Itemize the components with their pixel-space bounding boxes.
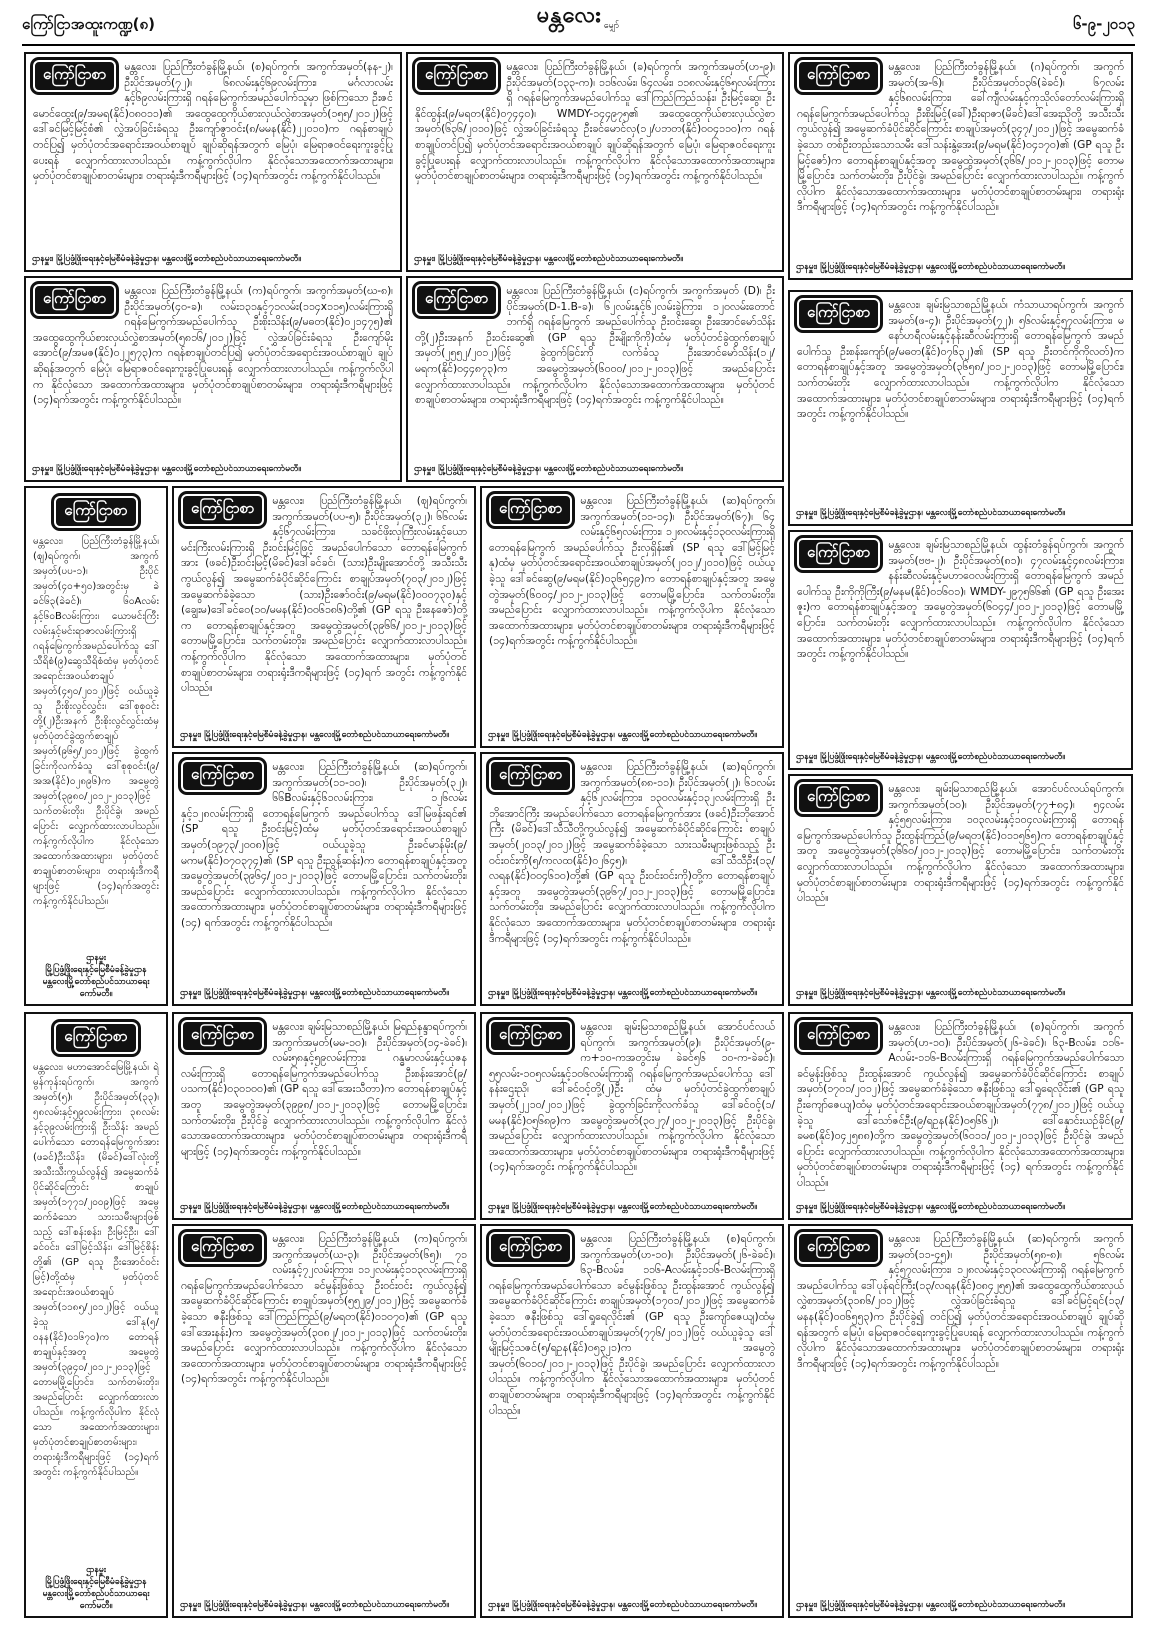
notice-12 [480,752,784,1006]
masthead-title: မန္တလေး [536,2,602,28]
notice-11 [172,752,476,1006]
notice-footer: ဌာနမှူး၊ မြို့ပြဖွံ့ဖြိုးရေးနှင့်မြေစီမံခန့်ခွဲမှုဌာန၊ မန္တလေးမြို့တော်စည်ပင်သာယာရေးကော်မတီ။ [180,1202,450,1212]
notice-badge: ကြော်ငြာစာ [33,284,116,316]
notice-text: မန္တလေး၊ ပြည်ကြီးတံခွန်မြို့နယ်၊ (ဆ)ရပ်ကွက်၊ အကွက်အမှတ်(၁၁-၄၅)၊ ဦးပိုင်အမှတ်(၅၈-၈)၊ ၅၆လမ်းနှင့်၅၇လမ်းကြား၊ ၁၂၈လမ်းနှင့်၁၃၀လမ်းကြားရှိ ဂရန်မြေကွက်အမည်ပေါက်သူ ဒေါ်ပုန်ရင်ကြီး(၁၃/လရန(နိုင်)၀၈၄၂၅၅)၏ အထွေထွေကိုယ်စားလှယ်လွှဲစာအမှတ်(၃၁၈၆/၂၀၁၂)ဖြင့် လွှဲအပ်ခြင်းခံရသူ ဒေါ်ခင်မြင့်ရင်(၁၃/မနန(နိုင်)၀၀၆၅၅၃)က ဦးပိုင်ခွဲ၍ တင်ပြ၍ မှတ်ပုံတင်အရောင်းအဝယ်စာချုပ် ချုပ်ဆိုရန်အတွက် မြေပုံ၊ မြေရာဇဝင်ရေးကူးခွင့်ပြုပေးရန် လျှောက်ထားလာပါသည်။ ကန့်ကွက်လိုပါက နိုင်လုံသောအထောက်အထားများ၊ မှတ်ပုံတင်စာချုပ်စာတမ်းများ၊ တရားရုံးဒီကရီများဖြင့် (၁၄)ရက်အတွင်း ကန့်ကွက်နိုင်ပါသည်။ [797,1233,1124,1370]
masthead-subtitle: မျှော် [603,21,621,31]
notice-7 [24,486,168,1006]
masthead-logo [537,0,621,33]
notice-footer: ဌာနမှူး၊ မြို့ပြဖွံ့ဖြိုးရေးနှင့်မြေစီမံခန့်ခွဲမှုဌာန၊ မန္တလေးမြို့တော်စည်ပင်သာယာရေးကော်မတီ။ [488,988,758,998]
notice-footer: ဌာနမှူး၊ မြို့ပြဖွံ့ဖြိုးရေးနှင့်မြေစီမံခန့်ခွဲမှုဌာန၊ မန္တလေးမြို့တော်စည်ပင်သာယာရေးကော်မတီ။ [488,1202,758,1212]
notice-20 [788,1224,1133,1618]
notice-footer: ဌာနမှူး၊ မြို့ပြဖွံ့ဖြိုးရေးနှင့်မြေစီမံခန့်ခွဲမှုဌာန၊ မန္တလေးမြို့တော်စည်ပင်သာယာရေးကော်မတီ။ [414,464,684,474]
notice-text: မန္တလေး၊ မဟာအောင်မြေမြို့နယ်၊ ရဲမွန်ကုန်းရပ်ကွက်၊ အကွက်အမှတ်(၅)၊ ဦးပိုင်အမှတ်(၃၃)၊ ၅၈လမ်းနှင့်၅၉လမ်းကြား၊ ၃၈လမ်းနှင့်၃၉လမ်းကြားရှိ ဦးသိန်း အမည်ပေါက်သော တောရန်မြေကွက်အား (ဖခင်)ဦးသိန်း၊ (မိခင်)ဒေါ်လုံးတို့ အသီးသီးကွယ်လွန်၍ အမွေဆက်ခံပိုင်ဆိုင်ကြောင်း စာချုပ်အမှတ်(၁၇၇၁/၂၀၀၉)ဖြင့် အမွေဆက်ခံသော သားသမီးများဖြစ်သည့် ဒေါ်စန်းစန်း၊ ဦးမြင့်ဦး၊ ဒေါ်ခင်ဝင်း၊ ဒေါ်မြင့်သိန်း၊ ဒေါ်မြင့်စိန်းတို့၏ (GP ရသူ ဦးအောင်ဝင်းမြင့်)တို့ထံမှ မှတ်ပုံတင်အရောင်းအဝယ်စာချုပ်အမှတ်(၁၁၈၅/၂၀၁၂)ဖြင့် ဝယ်ယူခဲ့သူ ဒေါ်နု(၅/ဝနန(နိုင်)၀၁၆၇၀)က တောရန်စာချုပ်နှင့်အတူ အမွေတွဲအမှတ်(၃၉၄၀/၂၀၁၂-၂၀၁၃)ဖြင့် တောမမြို့ပြောင်း၊ သက်တမ်းတိုး၊ အမည်ပြောင်း လျှောက်ထားလာပါသည်။ ကန့်ကွက်လိုပါက နိုင်လုံသော အထောက်အထားများ၊ မှတ်ပုံတင်စာချုပ်စာတမ်းများ၊ တရားရုံးဒီကရီများဖြင့် (၁၄)ရက်အတွင်း ကန့်ကွက်နိုင်ပါသည်။ [33,1062,159,1478]
notice-14 [24,1012,168,1618]
notice-footer: ဌာနမှူး၊ မြို့ပြဖွံ့ဖြိုးရေးနှင့်မြေစီမံခန့်ခွဲမှုဌာန၊ မန္တလေးမြို့တော်စည်ပင်သာယာရေးကော်မတီ။ [32,254,302,264]
notice-footer: ဌာနမှူး၊ မြို့ပြဖွံ့ဖြိုးရေးနှင့်မြေစီမံခန့်ခွဲမှုဌာန၊ မန္တလေးမြို့တော်စည်ပင်သာယာရေးကော်မတီ။ [180,988,450,998]
notice-15 [172,1012,476,1220]
notice-badge: ကြော်ငြာစာ [415,60,498,92]
notice-text: မန္တလေး၊ ပြည်ကြီးတံခွန်မြို့နယ်၊ (စ)ရပ်ကွက်၊ အကွက်အမှတ်(ဟ-၁၀)၊ ဦးပိုင်အမှတ်(၂၆-ခဲခင်)၊ ၆၃-Bလမ်း၊ ၁၁၆-Aလမ်းနှင့်၁၁၆-Bလမ်းကြားရှိ ဂရန်မြေကွက်အမည်ပေါက်သော ခင်မွန်းဖြစ်သူ ဦးထွန်းအောင် ကွယ်လွန်၍ အမွေဆက်ခံပိုင်ဆိုင်ကြောင်း စာချုပ်အမှတ်(၁၇၀၁/၂၀၁၂)ဖြင့် အမွေဆက်ခံခဲ့သော ဇနီးဖြစ်သူ ဒေါ်ရှုရေလိုင်း၏ (GP ရသူ ဦးကျော်ဇေယျ)ထံမှ မှတ်ပုံတင်အရောင်းအဝယ်စာချုပ်အမှတ်(၇၇၆/၂၀၁၂)ဖြင့် ဝယ်ယူခဲ့သူ ဒေါ်မျိုးမြင့်သဇင်(၅/ရဥန(နိုင်)၀၅၃၂၁)က အမွေတွဲအမှတ်(၆၀၁၀/၂၀၁၂-၂၀၁၃)ဖြင့် ဦးပိုင်ခွဲ၊ အမည်ပြောင်း လျှောက်ထားလာပါသည်။ ကန့်ကွက်လိုပါက နိုင်လုံသောအထောက်အထားများ၊ မှတ်ပုံတင်စာချုပ်စာတမ်းများ၊ တရားရုံးဒီကရီများဖြင့် (၁၄)ရက်အတွင်း ကန့်ကွက်နိုင်ပါသည်။ [489,1233,775,1417]
footer-line-3: မန္တလေးမြို့တော်စည်ပင်သာယာရေးကော်မတီ။ [42,1589,150,1611]
notice-16 [480,1012,784,1220]
notice-badge: ကြော်ငြာစာ [181,760,264,792]
notice-badge: ကြော်ငြာစာ [797,60,880,92]
notice-1 [24,52,402,272]
notice-17 [788,1012,1133,1220]
notice-badge: ကြော်ငြာစာ [489,1232,572,1264]
notice-text: မန္တလေး၊ ပြည်ကြီးတံခွန်မြို့နယ်၊ (ဂ)ရပ်ကွက်၊ အကွက်အမှတ်(အ-၆)၊ ဦးပိုင်အမှတ်၁၃၆(ခဲခင်)၊ ၆၇လမ်းနှင့်၆၈လမ်းကြား၊ ခေါ်ကျီလမ်းနှင့်ကုသိုလ်တော်လမ်းကြားရှိ ဂရန်မြေကွက်အမည်ပေါက်သူ ဦးစိုးမြင့်(ခေါ်)ဦးရာဇာ(မိခင်)ဒေါ်အေးညိုတို့ အသီးသီးကွယ်လွန်၍ အမွေဆက်ခံပိုင်ဆိုင်ကြောင်း စာချုပ်အမှတ်(၃၄၇/၂၀၁၂)ဖြင့် အမွေဆက်ခံခဲ့သော တစ်ဦးတည်းသောသမီး ဒေါ်သန်းနွဲ့အေး(၉/မရမ(နိုင်)၀၄၁၇၀)၏ (GP ရသူ ဦးမြင့်ဇော်)က တောရန်စာချုပ်နှင့်အတူ အမွေထွဲအမှတ်(၃၆၆/၂၀၁၂-၂၀၁၃)ဖြင့် တောမမြို့ပြောင်း၊ သက်တမ်းတိုး၊ ဦးပိုင်ခွဲ၊ အမည်ပြောင်း လျှောက်ထားလာပါသည်။ ကန့်ကွက်လိုပါက နိုင်လုံသောအထောက်အထားများ၊ မှတ်ပုံတင်စာချုပ်စာတမ်းများ၊ တရားရုံးဒီကရီများဖြင့် (၁၄)ရက်အတွင်း ကန့်ကွက်နိုင်ပါသည်။ [797,61,1124,214]
notice-text: မန္တလေး၊ ပြည်ကြီးတံခွန်မြို့နယ်၊ (စ)ရပ်ကွက်၊ အကွက်အမှတ်(ဟ-၁၀)၊ ဦးပိုင်အမှတ်(၂၆-ခဲခင်)၊ ၆၃-Bလမ်း၊ ၁၁၆-Aလမ်း-၁၁၆-Bလမ်းကြားရှိ ဂရန်မြေကွက်အမည်ပေါက်သော ခင်မွန်းဖြစ်သူ ဦးထွန်းအောင် ကွယ်လွန်၍ အမွေဆက်ခံပိုင်ဆိုင်ကြောင်း စာချုပ်အမှတ်(၁၇၀၁/၂၀၁၂)ဖြင့် အမွေဆက်ခံခဲ့သော ဇနီးဖြစ်သူ ဒေါ်ရှုရေလိုင်း၏ (GP ရသူ ဦးကျော်ဇေယျ)ထံမှ မှတ်ပုံတင်အရောင်းအဝယ်စာချုပ်အမှတ်(၇၇၈/၂၀၁၂)ဖြင့် ဝယ်ယူခဲ့သူ ဒေါ်သော်ဇင်ဦး(၉/ရဥန(နိုင်)၀၅၆၆၂)၊ ဒေါ်နှောင်းယဉ်ခိုင်(၉/ခမစ(နိုင်)၀၄၂၅၈၈)တို့က အမွေတွဲအမှတ်(၆၀၁၁/၂၀၁၂-၂၀၁၃)ဖြင့် ဦးပိုင်ခွဲ၊ အမည်ပြောင်း လျှောက်ထားလာပါသည်။ ကန့်ကွက်လိုပါက နိုင်လုံသောအထောက်အထားများ၊ မှတ်ပုံတင်စာချုပ်စာတမ်းများ၊ တရားရုံးဒီကရီများဖြင့် (၁၄) ရက်အတွင်း ကန့်ကွက်နိုင်ပါသည်။ [797,1021,1124,1189]
notice-badge: ကြော်ငြာစာ [797,782,880,814]
notice-footer [32,1564,160,1612]
notice-footer: ဌာနမှူး၊ မြို့ပြဖွံ့ဖြိုးရေးနှင့်မြေစီမံခန့်ခွဲမှုဌာန၊ မန္တလေးမြို့တော်စည်ပင်သာယာရေးကော်မတီ။ [796,262,1066,272]
notice-footer: ဌာနမှူး၊ မြို့ပြဖွံ့ဖြိုးရေးနှင့်မြေစီမံခန့်ခွဲမှုဌာန၊ မန္တလေးမြို့တော်စည်ပင်သာယာရေးကော်မတီ။ [796,988,1066,998]
notice-footer: ဌာနမှူး၊ မြို့ပြဖွံ့ဖြိုးရေးနှင့်မြေစီမံခန့်ခွဲမှုဌာန၊ မန္တလေးမြို့တော်စည်ပင်သာယာရေးကော်မတီ။ [180,1600,450,1610]
section-title: ကြော်ငြာအထူးကဏ္ဍ(၈) [22,15,155,33]
notice-text: မန္တလေး၊ ပြည်ကြီးတံခွန်မြို့နယ်၊ (ဆ)ရပ်ကွက်၊ အကွက်အမှတ်(၈၈-၁၁)၊ ဦးပိုင်အမှတ်(၂)၊ ၆၁လမ်းနှင့်၆၂လမ်းကြား၊ ၁၃၀လမ်းနှင့်၁၃၂လမ်းကြားရှိ ဦးဘိုအောင်ကြီး အမည်ပေါက်သော တောရန်မြေကွက်အား (ဖခင်)ဦးဘိုအောင်ကြီး (မိခင်)ဒေါ်သီသီတို့ကွယ်လွန်၍ အမွေဆက်ခံပိုင်ဆိုင်ကြောင်း စာချုပ်အမှတ်(၂၀၁၃/၂၀၁၂)ဖြင့် အမွေဆက်ခံခဲ့သော သားသမီးများဖြစ်သည့် ဦးဝင်းဝင်းကို(၅/ကလထ(နိုင်)၀၂၆၄၅)၊ ဒေါ်သီသီဦး(၁၃/လရန(နိုင်)၀၀၄၆၁၀)တို့၏ (GP ရသူ ဦးဝင်းဝင်းကို)တို့က တောရန်စာချုပ်နှင့်အတူ အမွေတွဲအမှတ်(၃၉၆၇/၂၀၁၂-၂၀၁၃)ဖြင့် တောမမြို့ပြောင်း၊ သက်တမ်းတိုး၊ အမည်ပြောင်း လျှောက်ထားလာပါသည်။ ကန့်ကွက်လိုပါက နိုင်လုံသော အထောက်အထားများ၊ မှတ်ပုံတင်စာချုပ်စာတမ်းများ၊ တရားရုံးဒီကရီများဖြင့် (၁၄)ရက်အတွင်း ကန့်ကွက်နိုင်ပါသည်။ [489,761,775,945]
notice-badge: ကြော်ငြာစာ [489,494,572,526]
notice-8 [172,486,476,748]
notice-text: မန္တလေး၊ ချမ်းမြသာစည်မြို့နယ်၊ ထွန်းတံခွန်ရပ်ကွက်၊ အကွက်အမှတ်(ဗဗ-၂)၊ ဦးပိုင်အမှတ်(၈၁)၊ ၄၇လမ်းနှင့်၄၈လမ်းကြား၊ နန်းဆီလမ်းနှင့်မဟာဝေလမ်းကြားရှိ တောရန်မြေကွက် အမည်ပေါက်သူ ဦးကိုကိုကြီး(၉/မနမ(နိုင်)၀၁၆၀၁)၊ WMDY-၂၉၇၅၆၆၏ (GP ရသူ ဦးအေးဇူး)က တောရန်စာချုပ်နှင့်အတူ အမွေတွဲအမှတ်(၆၀၄၄/၂၀၁၂-၂၀၁၃)ဖြင့် တောမမြို့ပြောင်း၊ သက်တမ်းတိုး လျှောက်ထားလာပါသည်။ ကန့်ကွက်လိုပါက နိုင်လုံသော အထောက်အထားများ၊ မှတ်ပုံတင်စာချုပ်စာတမ်းများ၊ တရားရုံးဒီကရီများဖြင့် (၁၄)ရက်အတွင်း ကန့်ကွက်နိုင်ပါသည်။ [797,539,1124,661]
notice-footer: ဌာနမှူး၊ မြို့ပြဖွံ့ဖြိုးရေးနှင့်မြေစီမံခန့်ခွဲမှုဌာန၊ မန္တလေးမြို့တော်စည်ပင်သာယာရေးကော်မတီ။ [180,730,450,740]
notice-19 [480,1224,784,1618]
notice-3 [788,52,1133,280]
notice-text: မန္တလေး၊ ပြည်ကြီးတံခွန်မြို့နယ်၊ (က)ရပ်ကွက်၊ အကွက်အမှတ်(ဃ-၈)၊ ဦးပိုင်အမှတ်(၄၀-ခ)၊ လမ်း၁၃၁နှင့်၇၁လမ်း(၁၁၄x၁၁၅)လမ်းကြားရှိ ဂရန်မြေကွက်အမည်ပေါက်သူ ဦးစိုးသိန်း(၉/မဓတ(နိုင်)၀၂၁၄၇၅)၏ အထွေထွေကိုယ်စားလှယ်လွှဲစာအမှတ်(၅၈၁၆/၂၀၁၂)ဖြင့် လွှဲအပ်ခြင်းခံရသူ ဦးကျော်မိုးအောင်(၉/အမဇ(နိုင်)၀၂၂၅၇၃)က ဂရန်စာချုပ်တင်ပြ၍ မှတ်ပုံတင်အရောင်းအဝယ်စာချုပ် ချုပ်ဆိုရန်အတွက် မြေပုံ၊ မြေရာဇဝင်ရေးကူးခွင့်ပြုပေးရန် လျှောက်ထားလာပါသည်။ ကန့်ကွက်လိုပါက နိုင်လုံသော အထောက်အထားများ၊ မှတ်ပုံတင်စာချုပ်စာတမ်းများ၊ တရားရုံးဒီကရီများဖြင့် (၁၄)ရက်အတွင်း ကန့်ကွက်နိုင်ပါသည်။ [33,285,393,407]
notice-text: မန္တလေး၊ ပြည်ကြီးတံခွန်မြို့နယ်၊ (ခ)ရပ်ကွက်၊ အကွက်အမှတ်(ဟ-၉)၊ ဦးပိုင်အမှတ်(၁၃၃-က)၊ ၁၁၆လမ်း၊ ၆၄လမ်း၊ ၁၁၈လမ်းနှင့်၆၅လမ်းကြားရှိ ဂရန်မြေကွက်အမည်ပေါက်သူ ဒေါ်ကြည်ကြည်သန်း၊ ဦးမြင့်ဆွေ၊ ဦးနိုင်ထွန်း(၉/မရတ(နိုင်)၀၇၄၄၀)၊ WMDY-၁၄၄၉၇၅၏ အထွေထွေကိုယ်စားလှယ်လွှဲစာအမှတ်(၆၃၆/၂၀၁၀)ဖြင့် လွှဲအပ်ခြင်းခံရသူ ဦးခင်မောင်လှ(၁၂/ပဘတ(နိုင်)၀၀၄၁၁၀)က ဂရန်စာချုပ်တင်ပြ၍ မှတ်ပုံတင်အရောင်းအဝယ်စာချုပ် ချုပ်ဆိုရန်အတွက် မြေပုံ၊ မြေရာဇဝင်ရေးကူးခွင့်ပြုပေးရန် လျှောက်ထားလာပါသည်။ ကန့်ကွက်လိုပါက နိုင်လုံသောအထောက်အထားများ၊ မှတ်ပုံတင်စာချုပ်စာတမ်းများ၊ တရားရုံးဒီကရီများဖြင့် (၁၄)ရက်အတွင်း ကန့်ကွက်နိုင်ပါသည်။ [415,61,775,183]
notice-footer: ဌာနမှူး၊ မြို့ပြဖွံ့ဖြိုးရေးနှင့်မြေစီမံခန့်ခွဲမှုဌာန၊ မန္တလေးမြို့တော်စည်ပင်သာယာရေးကော်မတီ။ [414,254,684,264]
header-rule [22,44,1135,46]
notice-badge: ကြော်ငြာစာ [54,1022,137,1054]
notice-text: မန္တလေး၊ ပြည်ကြီးတံခွန်မြို့နယ်၊ (ဈ)ရပ်ကွက်၊ အကွက်အမှတ်(ပပ-၁)၊ ဦးပိုင်အမှတ်(၄၀+၅၀)အတွင်းမှ ခဲခင်၆၃(ခဲခင်)၊ ၆၀Aလမ်းနှင့်၆၀Bလမ်းကြား၊ ယောမင်းကြီးလမ်းနှင့်မင်းရာဇာလမ်းကြားရှိ ဂရန်မြေကွက်အမည်ပေါက်သူ ဒေါ်သီရိစံ(၉)ဆွေသီရိစံထံမှ မှတ်ပုံတင်အရောင်းအဝယ်စာချုပ်အမှတ်(၄၅၀/၂၀၁၂)ဖြင့် ဝယ်ယူခဲ့သူ ဦးစိုးလွင်လွှင်း၊ ဒေါ်စုစုဝင်းတို့(၂)ဦးအနက် ဦးစိုးလွင်လွှင်းထံမှ မှတ်ပုံတင်ခွဲထွက်စာချုပ်အမှတ်(၉၆၅/၂၀၁၂)ဖြင့် ခွဲထွက်ခြင်းကိုလက်ခံသူ ဒေါ်စုစုဝင်း(၉/အအ(နိုင်)၀၂၈၉၆)က အမွေတွဲအမှတ်(၃၉၈၀/၂၀၁၂-၂၀၁၃)ဖြင့် သက်တမ်းတိုး၊ ဦးပိုင်ခွဲ၊ အမည်ပြောင်း လျှောက်ထားလာပါသည်။ ကန့်ကွက်လိုပါက နိုင်လုံသော အထောက်အထားများ၊ မှတ်ပုံတင်စာချုပ်စာတမ်းများ၊ တရားရုံးဒီကရီများဖြင့် (၁၄)ရက်အတွင်း ကန့်ကွက်နိုင်ပါသည်။ [33,536,159,907]
notice-2 [406,52,784,272]
notice-footer: ဌာနမှူး၊ မြို့ပြဖွံ့ဖြိုးရေးနှင့်မြေစီမံခန့်ခွဲမှုဌာန၊ မန္တလေးမြို့တော်စည်ပင်သာယာရေးကော်မတီ။ [796,508,1066,518]
notice-footer [32,952,160,1000]
issue-date: ၆-၉-၂၀၁၃ [1072,15,1135,33]
notice-footer: ဌာနမှူး၊ မြို့ပြဖွံ့ဖြိုးရေးနှင့်မြေစီမံခန့်ခွဲမှုဌာန၊ မန္တလေးမြို့တော်စည်ပင်သာယာရေးကော်မတီ။ [796,752,1066,762]
footer-line-3: မန္တလေးမြို့တော်စည်ပင်သာယာရေးကော်မတီ။ [42,977,150,999]
notice-text: မန္တလေး၊ ချမ်းမြသာစည်မြို့နယ်၊ အောင်ပင်လယ်ရပ်ကွက်၊ အကွက်အမှတ်(၁၀)၊ ဦးပိုင်အမှတ်(၇၇+၈၄)၊ ၅၄လမ်းနှင့်၅၅လမ်းကြား၊ ၁၀၃လမ်းနှင့်၁၀၄လမ်းကြားရှိ တောရန်မြေကွက်အမည်ပေါက်သူ ဦးထွန်းကြည်(၉/မရတ(နိုင်)၀၁၁၅၆၅)က တောရန်စာချုပ်နှင့်အတူ အမွေတွဲအမှတ်(၃၆၆၀/၂၀၁၂-၂၀၁၃)ဖြင့် တောမမြို့ပြောင်း၊ သက်တမ်းတိုး လျှောက်ထားလာပါသည်။ ကန့်ကွက်လိုပါက နိုင်လုံသော အထောက်အထားများ၊ မှတ်ပုံတင်စာချုပ်စာတမ်းများ၊ တရားရုံးဒီကရီများဖြင့် (၁၄)ရက်အတွင်း ကန့်ကွက်နိုင်ပါသည်။ [797,783,1124,905]
notice-18 [172,1224,476,1618]
notice-badge: ကြော်ငြာစာ [181,1232,264,1264]
notice-10 [788,530,1133,770]
notice-4 [24,276,402,482]
footer-line-1: ဌာနမှူး [86,1565,106,1575]
notice-badge: ကြော်ငြာစာ [489,1020,572,1052]
notice-text: မန္တလေး၊ ပြည်ကြီးတံခွန်မြို့နယ်၊ (င)ရပ်ကွက်၊ အကွက်အမှတ် (D)၊ ဦးပိုင်အမှတ်(D-1.B-ခ)၊ ၆၂လမ်းနှင့်၆၂လမ်းခွဲကြား၊ ၁၂၀လမ်းတောင်ဘက်ရှိ ဂရန်မြေကွက် အမည်ပေါက်သူ ဦးဝင်းဆွေ၊ ဦးအောင်မော်သိန်း တို့(၂)ဦးအနက် ဦးဝင်းဆွေ၏ (GP ရသူ ဦးမျိုးကိုကို)ထံမှ မှတ်ပုံတင်ခွဲထွက်စာချုပ် အမှတ်(၂၅၅၂/၂၀၁၂)ဖြင့် ခွဲထွက်ခြင်းကို လက်ခံသူ ဦးအောင်မော်သိန်း(၁၂/မရက(နိုင်)၀၄၄၈၇၃)က အမွေတွဲအမှတ်(၆၀၀၀/၂၀၁၂-၂၀၁၃)ဖြင့် အမည်ပြောင်း လျှောက်ထားလာပါသည်။ ကန့်ကွက်လိုပါက နိုင်လုံသောအထောက်အထားများ၊ မှတ်ပုံတင်စာချုပ်စာတမ်းများ၊ တရားရုံးဒီကရီများဖြင့် (၁၄)ရက်အတွင်း ကန့်ကွက်နိုင်ပါသည်။ [415,285,775,407]
notice-footer: ဌာနမှူး၊ မြို့ပြဖွံ့ဖြိုးရေးနှင့်မြေစီမံခန့်ခွဲမှုဌာန၊ မန္တလေးမြို့တော်စည်ပင်သာယာရေးကော်မတီ။ [796,1600,1066,1610]
notice-6 [788,290,1133,526]
notice-badge: ကြော်ငြာစာ [797,298,880,330]
notice-badge: ကြော်ငြာစာ [54,496,137,528]
notice-text: မန္တလေး၊ ချမ်းမြသာစည်မြို့နယ်၊ ကံသာယာရပ်ကွက်၊ အကွက်အမှတ်(ဖ-၄)၊ ဦးပိုင်အမှတ်(၇၂)၊ ၅၆လမ်းနှင့်၅၇လမ်းကြား၊ မနော်ဟရီလမ်းနှင့်နန်းဆီလမ်းကြားရှိ တောရန်မြေကွက် အမည်ပေါက်သူ ဦးစန်းကျော်(၉/မဓတ(နိုင်)၀၇၆၃၂)၏ (SP ရသူ ဦးတင်ကိုကိုလတ်)က တောရန်စာချုပ်နှင့်အတူ အမွေတွဲအမှတ်(၃၆၅၈/၂၀၁၂-၂၀၁၃)ဖြင့် တောမမြို့ပြောင်း၊ သက်တမ်းတိုး လျှောက်ထားလာပါသည်။ ကန့်ကွက်လိုပါက နိုင်လုံသော အထောက်အထားများ၊ မှတ်ပုံတင်စာချုပ်စာတမ်းများ၊ တရားရုံးဒီကရီများဖြင့် (၁၄)ရက်အတွင်း ကန့်ကွက်နိုင်ပါသည်။ [797,299,1124,421]
notice-footer: ဌာနမှူး၊ မြို့ပြဖွံ့ဖြိုးရေးနှင့်မြေစီမံခန့်ခွဲမှုဌာန၊ မန္တလေးမြို့တော်စည်ပင်သာယာရေးကော်မတီ။ [488,1600,758,1610]
notice-13 [788,774,1133,1006]
footer-line-2: မြို့ပြဖွံ့ဖြိုးရေးနှင့်မြေစီမံခန့်ခွဲမှုဌာန [45,1577,147,1587]
notice-badge: ကြော်ငြာစာ [797,1232,880,1264]
notice-badge: ကြော်ငြာစာ [797,1020,880,1052]
notice-text: မန္တလေး၊ ပြည်ကြီးတံခွန်မြို့နယ်၊ (စ)ရပ်ကွက်၊ အကွက်အမှတ်(နန-၂)၊ ဦးပိုင်အမှတ်(၇၂)၊ ၆၈လမ်းနှင့်၆၉လမ်းကြား၊ မင်္ဂလာလမ်းနှင့်၆၉လမ်းကြားရှိ ဂရန်မြေကွက်အမည်ပေါက်သူမှာ ဖြစ်ကြသော ဦးဇင်မောင်ထွေး(၉/အမရ(နိုင်)၀၈၀၁၁)၏ အထွေထွေကိုယ်စားလှယ်လွှဲစာအမှတ်(၁၅၅/၂၀၁၂)ဖြင့် ဒေါ်ခင်မြင့်မြင့်စံ၏ လွှဲအပ်ခြင်းခံရသူ ဦးကျော်ဇွာဝင်း(၈/မမန(နိုင်)၂၂၀၁၀)က ဂရန်စာချုပ်တင်ပြ၍ မှတ်ပုံတင်အရောင်းအဝယ်စာချုပ် ချုပ်ဆိုရန်အတွက် မြေပုံ၊ မြေရာဇဝင်ရေးကူးခွင့်ပြုပေးရန် လျှောက်ထားလာပါသည်။ ကန့်ကွက်လိုပါက နိုင်လုံသောအထောက်အထားများ၊ မှတ်ပုံတင်စာချုပ်စာတမ်းများ၊ တရားရုံးဒီကရီများဖြင့် (၁၄)ရက်အတွင်း ကန့်ကွက်နိုင်ပါသည်။ [33,61,393,183]
notice-text: မန္တလေး၊ ပြည်ကြီးတံခွန်မြို့နယ်၊ (ဈ)ရပ်ကွက်၊ အကွက်အမှတ်(ပပ-၅)၊ ဦးပိုင်အမှတ်(၃၂)၊ ၆၆လမ်းနှင့်၆၇လမ်းကြား၊ သခင်ဖိုးလှကြီးလမ်းနှင့်ယောမင်းကြီးလမ်းကြားရှိ ဦးဝင်းမြင့်ဖြင့် အမည်ပေါက်သော တောရန်မြေကွက်အား (ဖခင်)ဦးဝင်းမြင့်(မိခင်)ဒေါ်ခင်ခင်၊ (သား)ဦးမျိုးအောင်တို့ အသီးသီးကွယ်လွန်၍ အမွေဆက်ခံပိုင်ဆိုင်ကြောင်း စာချုပ်အမှတ်(၇၀၃/၂၀၁၂)ဖြင့် အမွေဆက်ခံခဲ့သော (သား)ဦးဇော်ဝင်း(၉/မရမ(နိုင်)၀၀၀၇၃၀)နှင့် (ချွေးမ)ဒေါ်ခင်ဝေ(၁၀/မမန(နိုင်)၀၀၆၁၈၆)တို့၏ (GP ရသူ ဦးနေဇော်)တို့က တောရန်စာချုပ်နှင့်အတူ အမွေထွဲအမှတ်(၃၉၆၆/၂၀၁၂-၂၀၁၃)ဖြင့် တောမမြို့ပြောင်း၊ သက်တမ်းတိုး၊ အမည်ပြောင်း လျှောက်ထားလာပါသည်။ ကန့်ကွက်လိုပါက နိုင်လုံသော အထောက်အထားများ၊ မှတ်ပုံတင်စာချုပ်စာတမ်းများ၊ တရားရုံးဒီကရီများဖြင့် (၁၄)ရက် အတွင်း ကန့်ကွက်နိုင်ပါသည်။ [181,495,467,695]
notice-5 [406,276,784,482]
footer-line-2: မြို့ပြဖွံ့ဖြိုးရေးနှင့်မြေစီမံခန့်ခွဲမှုဌာန [45,965,147,975]
notice-text: မန္တလေး၊ ချမ်းမြသာစည်မြို့နယ်၊ မြရည်နန္ဒာရပ်ကွက်၊ အကွက်အမှတ်(မမ-၁၀)၊ ဦးပိုင်အမှတ်(၁၄-ခဲခင်)၊ လမ်း၅၈နှင့်၅၉လမ်းကြား၊ ဂန္ဓမာလမ်းနှင့်ယုဇနလမ်းကြားရှိ တောရန်မြေကွက်အမည်ပေါက်သူ ဦးစန်းအောင်(၉/ပသက(နိုင်)၀၃၀၁၀၀)၏ (GP ရသူ ဒေါ်အေးသီတာ)က တောရန်စာချုပ်နှင့်အတူ အမွေတွဲအမှတ်(၃၉၉၈/၂၀၁၂-၂၀၁၃)ဖြင့် တောမမြို့ပြောင်း၊ သက်တမ်းတိုး၊ ဦးပိုင်ခွဲ လျှောက်ထားလာပါသည်။ ကန့်ကွက်လိုပါက နိုင်လုံသောအထောက်အထားများ၊ မှတ်ပုံတင်စာချုပ်စာတမ်းများ၊ တရားရုံးဒီကရီများဖြင့် (၁၄)ရက်အတွင်း ကန့်ကွက်နိုင်ပါသည်။ [181,1021,467,1158]
notice-badge: ကြော်ငြာစာ [415,284,498,316]
notice-text: မန္တလေး၊ ပြည်ကြီးတံခွန်မြို့နယ်၊ (က)ရပ်ကွက်၊ အကွက်အမှတ်(ယ-၃)၊ ဦးပိုင်အမှတ်(၆၅)၊ ၇၁ လမ်းနှင့်၇၂လမ်းကြား၊ ၁၁၂လမ်းနှင့်၁၁၃လမ်းကြားရှိ ဂရန်မြေကွက်အမည်ပေါက်သော ခင်မွန်းဖြစ်သူ ဦးဝင်းဝင်း ကွယ်လွန်၍ အမွေဆက်ခံပိုင်ဆိုင်ကြောင်း စာချုပ်အမှတ်(၅၅၂၉/၂၀၁၂)ဖြင့် အမွေဆက်ခံခဲ့သော ဇနီးဖြစ်သူ ဒေါ်ကြည်ကြည်(၉/မရတ(နိုင်)၀၁၀၇၀)၏ (GP ရသူ ဒေါ်အေးနန်း)က အမွေတွဲအမှတ်(၃၀၈၂/၂၀၁၂-၂၀၁၃)ဖြင့် သက်တမ်းတိုး၊ အမည်ပြောင်း လျှောက်ထားလာပါသည်။ ကန့်ကွက်လိုပါက နိုင်လုံသောအထောက်အထားများ၊ မှတ်ပုံတင်စာချုပ်စာတမ်းများ၊ တရားရုံးဒီကရီများဖြင့် (၁၄)ရက်အတွင်း ကန့်ကွက်နိုင်ပါသည်။ [181,1233,467,1386]
notice-footer: ဌာနမှူး၊ မြို့ပြဖွံ့ဖြိုးရေးနှင့်မြေစီမံခန့်ခွဲမှုဌာန၊ မန္တလေးမြို့တော်စည်ပင်သာယာရေးကော်မတီ။ [32,464,302,474]
footer-line-1: ဌာနမှူး [86,953,106,963]
notice-9 [480,486,784,748]
notice-badge: ကြော်ငြာစာ [181,494,264,526]
notice-badge: ကြော်ငြာစာ [489,760,572,792]
notice-badge: ကြော်ငြာစာ [797,538,880,570]
notice-footer: ဌာနမှူး၊ မြို့ပြဖွံ့ဖြိုးရေးနှင့်မြေစီမံခန့်ခွဲမှုဌာန၊ မန္တလေးမြို့တော်စည်ပင်သာယာရေးကော်မတီ။ [488,730,758,740]
notice-text: မန္တလေး၊ ချမ်းမြသာစည်မြို့နယ်၊ အောင်ပင်လယ်ရပ်ကွက်၊ အကွက်အမှတ်(၉)၊ ဦးပိုင်အမှတ်(၉-က+၁၀-ကအတွင်းမှ ခဲခင်၅၆ ၁၀-က-ခဲခင်)၊ ၅၅လမ်း-၁၀၅လမ်းနှင့်၁၀၆လမ်းကြားရှိ ဂရန်မြေကွက်အမည်ပေါက်သူ ဒေါ်နန်းဌေးညို၊ ဒေါ်ခင်ဝင့်တို့(၂)ဦး ထံမှ မှတ်ပုံတင်ခွဲထွက်စာချုပ်အမှတ်(၂၂၁၀/၂၀၁၂)ဖြင့် ခွဲထွက်ခြင်းကိုလက်ခံသူ ဒေါ်ခင်ဝင့်(၁/မမန(နိုင်)၀၅၆၈၉)က အမွေတွဲအမှတ်(၃၀၂၇/၂၀၁၂-၂၀၁၃)ဖြင့် ဦးပိုင်ခွဲ၊ အမည်ပြောင်း လျှောက်ထားလာပါသည်။ ကန့်ကွက်လိုပါက နိုင်လုံသောအထောက်အထားများ၊ မှတ်ပုံတင်စာချုပ်စာတမ်းများ၊ တရားရုံးဒီကရီများဖြင့် (၁၄)ရက်အတွင်း ကန့်ကွက်နိုင်ပါသည်။ [489,1021,775,1174]
notice-text: မန္တလေး၊ ပြည်ကြီးတံခွန်မြို့နယ်၊ (ဆ)ရပ်ကွက်၊ အကွက်အမှတ်(၁၁-၁၀)၊ ဦးပိုင်အမှတ်(၃၂)၊ ၆၆Bလမ်းနှင့်၆၁လမ်းကြား၊ ၁၂၆လမ်းနှင့်၁၂၈လမ်းကြားရှိ တောရန်မြေကွက် အမည်ပေါက်သူ ဒေါ်မြဖန်းရင်၏ (SP ရသူ ဦးဝင်းမြင့်)ထံမှ မှတ်ပုံတင်အရောင်းအဝယ်စာချုပ်အမှတ်(၁၉၇၃/၂၀၀၈)ဖြင့် ဝယ်ယူခဲ့သူ ဦးခင်မာန်မိုး(၉/မကမ(နိုင်)၀၇၀၃၇၄)၏ (SP ရသူ ဦးညွန့်ဆန်း)က တောရန်စာချုပ်နှင့်အတူ အမွေတွဲအမှတ်(၃၉၆၄/၂၀၁၂-၂၀၁၃)ဖြင့် တောမမြို့ပြောင်း၊ သက်တမ်းတိုး၊ အမည်ပြောင်း လျှောက်ထားလာပါသည်။ ကန့်ကွက်လိုပါက နိုင်လုံသော အထောက်အထားများ၊ မှတ်ပုံတင်စာချုပ်စာတမ်းများ၊ တရားရုံးဒီကရီများဖြင့် (၁၄) ရက်အတွင်း ကန့်ကွက်နိုင်ပါသည်။ [181,761,467,929]
notice-badge: ကြော်ငြာစာ [181,1020,264,1052]
notice-badge: ကြော်ငြာစာ [33,60,116,92]
notice-footer: ဌာနမှူး၊ မြို့ပြဖွံ့ဖြိုးရေးနှင့်မြေစီမံခန့်ခွဲမှုဌာန၊ မန္တလေးမြို့တော်စည်ပင်သာယာရေးကော်မတီ။ [796,1202,1066,1212]
notice-text: မန္တလေး၊ ပြည်ကြီးတံခွန်မြို့နယ်၊ (ဆ)ရပ်ကွက်၊ အကွက်အမှတ်(၁၁-၁၄)၊ ဦးပိုင်အမှတ်(၆၇)၊ ၆၄ လမ်းနှင့်၆၅လမ်းကြား၊ ၁၂၈လမ်းနှင့်၁၃၀လမ်းကြားရှိ တောရန်မြေကွက် အမည်ပေါက်သူ ဦးလှရှိန်း၏ (SP ရသူ ဒေါ်မြင့်မြင့်နု)ထံမှ မှတ်ပုံတင်အရောင်းအဝယ်စာချုပ်အမှတ်(၂၀၁၂/၂၀၁၀)ဖြင့် ဝယ်ယူခဲ့သူ ဒေါ်ခင်ဆွေ(၉/မရမ(နိုင်)၀၃၆၅၄၉)က တောရန်စာချုပ်နှင့်အတူ အမွေတွဲအမှတ်(၆၀၀၄/၂၀၁၂-၂၀၁၃)ဖြင့် တောမမြို့ပြောင်း၊ သက်တမ်းတိုး၊ အမည်ပြောင်း လျှောက်ထားလာပါသည်။ ကန့်ကွက်လိုပါက နိုင်လုံသောအထောက်အထားများ၊ မှတ်ပုံတင်စာချုပ်စာတမ်းများ၊ တရားရုံးဒီကရီများဖြင့် (၁၄)ရက်အတွင်း ကန့်ကွက်နိုင်ပါသည်။ [489,495,775,648]
